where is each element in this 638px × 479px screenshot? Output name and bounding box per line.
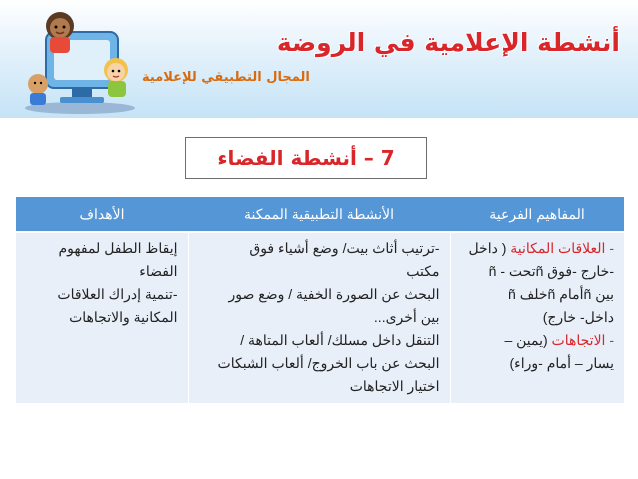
goal-line: الفضاء xyxy=(139,263,178,279)
concept-text: ( داخل xyxy=(468,240,511,256)
activity-line: اختيار الاتجاهات xyxy=(349,378,440,394)
goal-line: -تنمية إدراك العلاقات xyxy=(57,286,178,302)
page-title: أنشطة الإعلامية في الروضة xyxy=(276,28,620,57)
goal-line: إيقاظ الطفل لمفهوم xyxy=(58,240,178,256)
activity-line: البحث عن باب الخروج/ ألعاب الشبكات xyxy=(217,355,440,371)
activity-line: مكتب xyxy=(406,263,440,279)
activity-line: البحث عن الصورة الخفية / وضع صور xyxy=(228,286,440,302)
activity-line: التنقل داخل مسلك/ ألعاب المتاهة / xyxy=(240,332,440,348)
section-title: 7 – أنشطة الفضاء xyxy=(185,137,427,179)
concept-line: داخل- خارج) xyxy=(542,309,614,325)
activities-cell xyxy=(188,232,450,403)
table-header-row xyxy=(16,197,624,232)
concept-directions: - الاتجاهات xyxy=(551,332,614,348)
concepts-cell xyxy=(450,232,624,403)
column-header-concepts: المفاهيم الفرعية xyxy=(450,197,624,232)
concept-line: بين ñأمام ñخلف ñ xyxy=(508,286,614,302)
concept-line: يسار – أمام -وراء) xyxy=(509,355,614,371)
concept-line: -خارج -فوق ñتحت - ñ xyxy=(488,263,614,279)
goals-cell xyxy=(16,232,188,403)
page-subtitle: المجال التطبيقي للإعلامية xyxy=(142,70,310,85)
column-header-activities: الأنشطة التطبيقية الممكنة xyxy=(188,197,450,232)
concept-spatial-relations: - العلاقات المكانية xyxy=(510,240,614,256)
children-computer-illustration xyxy=(20,4,140,114)
concept-text: (يمين – xyxy=(504,332,552,348)
concept-line xyxy=(461,329,615,352)
activity-line: -ترتيب أثاث بيت/ وضع أشياء فوق xyxy=(249,240,440,256)
concept-line xyxy=(461,237,615,260)
activity-line: بين أخرى... xyxy=(373,309,440,325)
activities-table xyxy=(16,197,624,403)
table-row xyxy=(16,232,624,403)
goal-line: المكانية والاتجاهات xyxy=(69,309,178,325)
column-header-goals: الأهداف xyxy=(16,197,188,232)
